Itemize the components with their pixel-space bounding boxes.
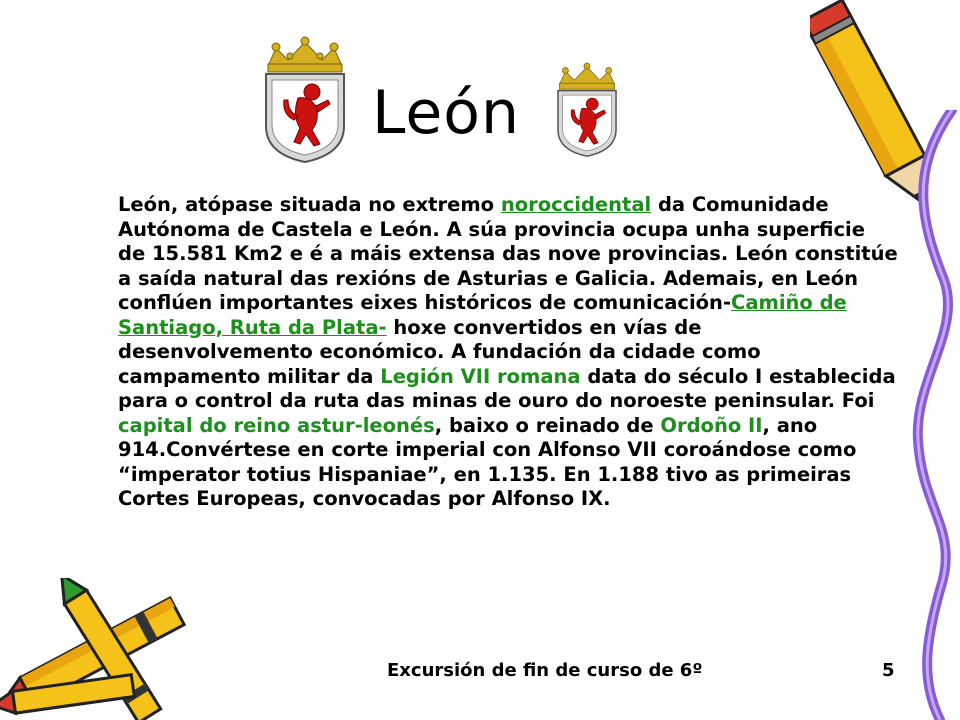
ribbon-decoration: [900, 110, 960, 720]
text-segment: León, atópase situada no extremo: [118, 193, 501, 216]
text-segment: da Comunidade Autónoma de Castela e León. A súa provincia ocupa unha superficie de 15.581 Km2 e é a máis extensa das nove provincias. León constitúe a saída natural das rexións de Asturias e Galicia. Ademais, en León conflúen importantes eixes históricos de comunicación-: [118, 193, 898, 314]
footer-caption: Excursión de fin de curso de 6º: [387, 660, 703, 681]
link-noroccidental[interactable]: noroccidental: [500, 193, 652, 216]
page-number: 5: [882, 660, 895, 681]
coat-of-arms-left-icon: [258, 36, 352, 164]
page-title: León: [372, 78, 521, 148]
crayon-icon: [0, 578, 200, 720]
link-capital-reino[interactable]: capital do reino astur-leonés: [118, 413, 435, 437]
coat-of-arms-right-icon: [552, 62, 622, 158]
text-segment: data do século I establecida para o control da ruta das minas de ouro do noroeste peninsular. Foi: [118, 364, 896, 412]
link-ordono-ii[interactable]: Ordoño II: [660, 413, 763, 437]
text-segment: hoxe convertidos en vías de desenvolvemento económico. A fundación da cidade como campamento militar da: [118, 315, 761, 388]
body-paragraph: [118, 193, 898, 512]
link-camino-santiago[interactable]: Camiño de Santiago, Ruta da Plata-: [118, 291, 847, 339]
text-segment: , baixo o reinado de: [434, 413, 661, 437]
text-segment: , ano 914.Convértese en corte imperial con Alfonso VII coroándose como “imperator totius Hispaniae”, en 1.135. En 1.188 tivo as primeiras Cortes Europeas, convocadas por Alfonso IX.: [118, 413, 857, 510]
link-legion-vii[interactable]: Legión VII romana: [380, 364, 581, 388]
